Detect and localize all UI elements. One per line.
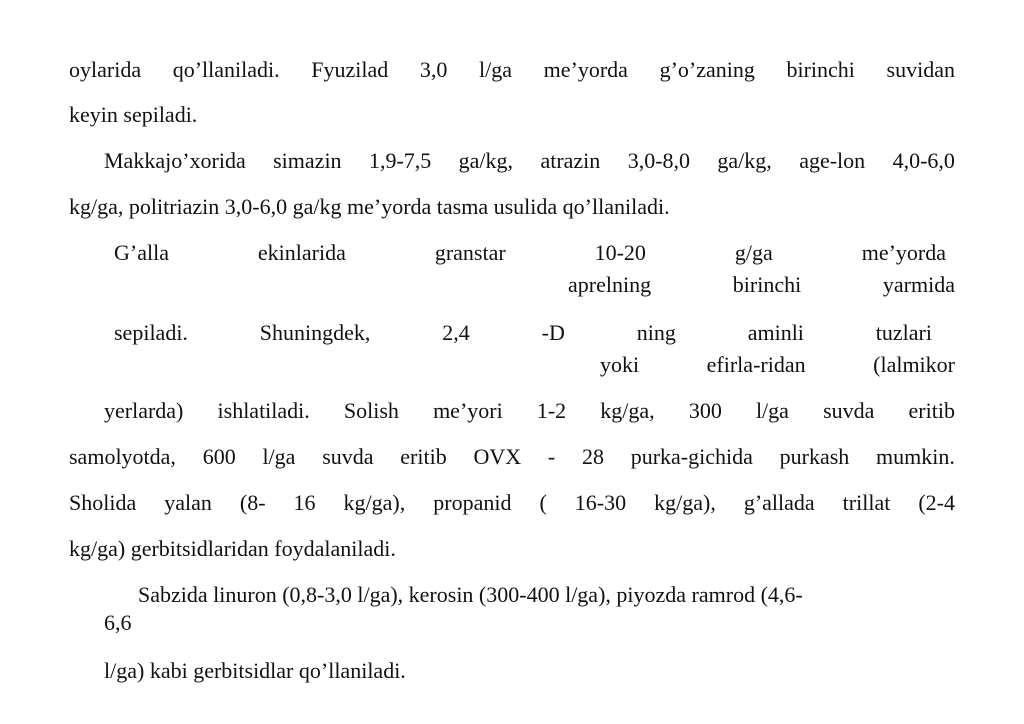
word: samolyotda, [69, 444, 176, 469]
word: oylarida [69, 57, 142, 82]
word: propanid [433, 490, 512, 515]
word: g/ga [734, 240, 773, 265]
word: 300 [688, 398, 722, 423]
word: kg/ga), [654, 490, 716, 515]
word: ekinlarida [257, 240, 346, 265]
word: 28 [581, 444, 604, 469]
p3-line2b [600, 352, 955, 378]
word: 1-2 [536, 398, 567, 423]
word: ishlatiladi. [217, 398, 310, 423]
word: simazin [273, 148, 342, 173]
word: ga/kg, [717, 148, 772, 173]
word: ga/kg, [458, 148, 514, 173]
word: me’yorda [861, 240, 946, 265]
word: trillat [842, 490, 891, 515]
word: age-lon [799, 148, 866, 173]
word: 1,9-7,5 [368, 148, 432, 173]
word: 3,0-8,0 [627, 148, 691, 173]
p1-line2: keyin sepiladi. [69, 102, 198, 127]
word: birinchi [786, 57, 855, 82]
word: suvidan [886, 57, 955, 82]
p2-line1 [104, 148, 955, 174]
word: (lalmikor [873, 352, 955, 377]
p1-line1 [69, 57, 955, 83]
word: g’o’zaning [659, 57, 755, 82]
word: 16-30 [574, 490, 627, 515]
word: (2-4 [918, 490, 955, 515]
word: eritib [908, 398, 955, 423]
word: 16 [293, 490, 316, 515]
word: aminli [747, 320, 804, 345]
word: l/ga [479, 57, 513, 82]
word: birinchi [732, 272, 802, 297]
word: yoki [600, 352, 640, 377]
p3-line5 [69, 490, 955, 516]
p4-line3: l/ga) kabi gerbitsidlar qo’llaniladi. [104, 658, 406, 683]
word: 3,0 [419, 57, 448, 82]
word: yalan [164, 490, 212, 515]
word: 2,4 [442, 320, 470, 345]
word: OVX [473, 444, 522, 469]
p3-line6: kg/ga) gerbitsidlaridan foydalaniladi. [69, 536, 396, 561]
word: yarmida [882, 272, 955, 297]
word: granstar [434, 240, 506, 265]
word: eritib [400, 444, 447, 469]
word: Shuningdek, [259, 320, 371, 345]
word: (8- [239, 490, 266, 515]
p4-line2: 6,6 [104, 610, 132, 635]
word: sepiladi. [114, 320, 188, 345]
word: yerlarda) [104, 398, 184, 423]
word: 10-20 [594, 240, 646, 265]
p3-line1b [568, 272, 955, 298]
word: - [547, 444, 556, 469]
word: ( [539, 490, 547, 515]
word: l/ga [262, 444, 296, 469]
word: l/ga [755, 398, 789, 423]
p2-line2: kg/ga, politriazin 3,0-6,0 ga/kg me’yorda tasma usulida qo’llaniladi. [69, 194, 670, 219]
word: purka-gichida [630, 444, 753, 469]
word: Solish [343, 398, 399, 423]
word: suvda [322, 444, 374, 469]
word: aprelning [568, 272, 652, 297]
word: qo’llaniladi. [172, 57, 280, 82]
word: purkash [779, 444, 850, 469]
word: g’allada [743, 490, 815, 515]
word: efirla-ridan [706, 352, 806, 377]
p3-line3 [104, 398, 955, 424]
p3-line4 [69, 444, 955, 470]
word: G’alla [114, 240, 169, 265]
word: Fyuzilad [311, 57, 389, 82]
p3-line1a [114, 240, 946, 266]
word: me’yori [433, 398, 503, 423]
p3-line2a [114, 320, 932, 346]
word: kg/ga), [343, 490, 406, 515]
word: Sholida [69, 490, 137, 515]
word: 600 [202, 444, 236, 469]
word: 4,0-6,0 [892, 148, 955, 173]
word: Makkajo’xorida [104, 148, 246, 173]
word: me’yorda [543, 57, 628, 82]
word: -D [541, 320, 565, 345]
word: kg/ga, [600, 398, 655, 423]
p4-line1: Sabzida linuron (0,8-3,0 l/ga), kerosin (300-400 l/ga), piyozda ramrod (4,6- [138, 582, 803, 607]
word: tuzlari [875, 320, 932, 345]
word: ning [636, 320, 676, 345]
word: suvda [823, 398, 875, 423]
word: atrazin [540, 148, 601, 173]
word: mumkin. [876, 444, 955, 469]
